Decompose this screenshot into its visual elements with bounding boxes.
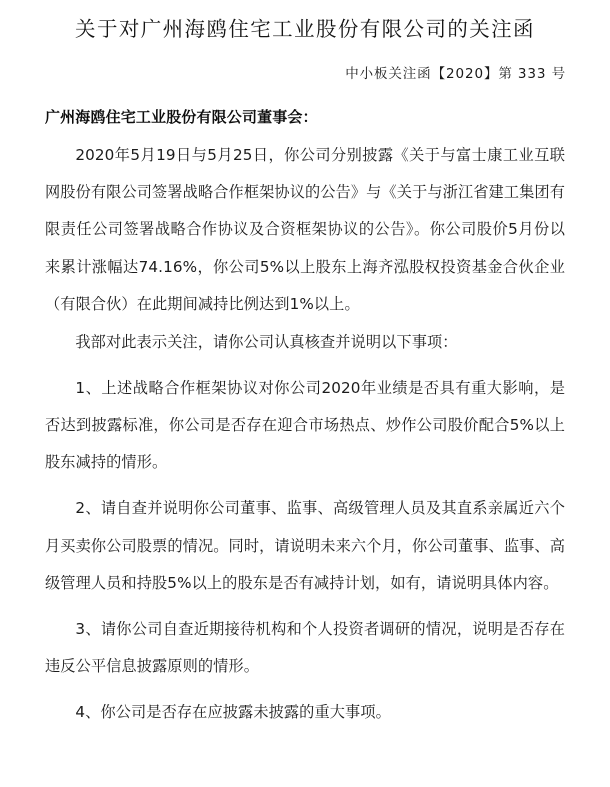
- numbered-item-2: 2、请自查并说明你公司董事、监事、高级管理人员及其直系亲属近六个月买卖你公司股票的情况。同时，请说明未来六个月，你公司董事、监事、高级管理人员和持股5%以上的股东是否有减持计划，如有，请说明具体内容。: [45, 499, 565, 593]
- numbered-item-4: 4、你公司是否存在应披露未披露的重大事项。: [75, 703, 391, 722]
- salutation: 广州海鸥住宅工业股份有限公司董事会：: [45, 107, 318, 126]
- numbered-item-1: 1、上述战略合作框架协议对你公司2020年业绩是否具有重大影响，是否达到披露标准，你公司是否存在迎合市场热点、炒作公司股价配合5%以上股东减持的情形。: [45, 378, 565, 472]
- document-body: [0, 82, 610, 732]
- page-title: 关于对广州海鸥住宅工业股份有限公司的关注函: [75, 17, 535, 41]
- document-number: 中小板关注函【2020】第 333 号: [345, 65, 566, 82]
- numbered-item-3: 3、请你公司自查近期接待机构和个人投资者调研的情况，说明是否存在违反公平信息披露原则的情形。: [45, 620, 565, 676]
- document-number-row: [0, 44, 610, 82]
- paragraph-attention-statement: 我部对此表示关注，请你公司认真核查并说明以下事项：: [75, 332, 458, 351]
- paragraph-disclosure-background: 2020年5月19日与5月25日，你公司分别披露《关于与富士康工业互联网股份有限公司签署战略合作框架协议的公告》与《关于与浙江省建工集团有限责任公司签署战略合作协议及合资框架协议的公告》。你公司股价5月份以来累计涨幅达74.16%，你公司5%以上股东上海齐泓股权投资基金合伙企业（有限合伙）在此期间减持比例达到1%以上。: [45, 145, 565, 314]
